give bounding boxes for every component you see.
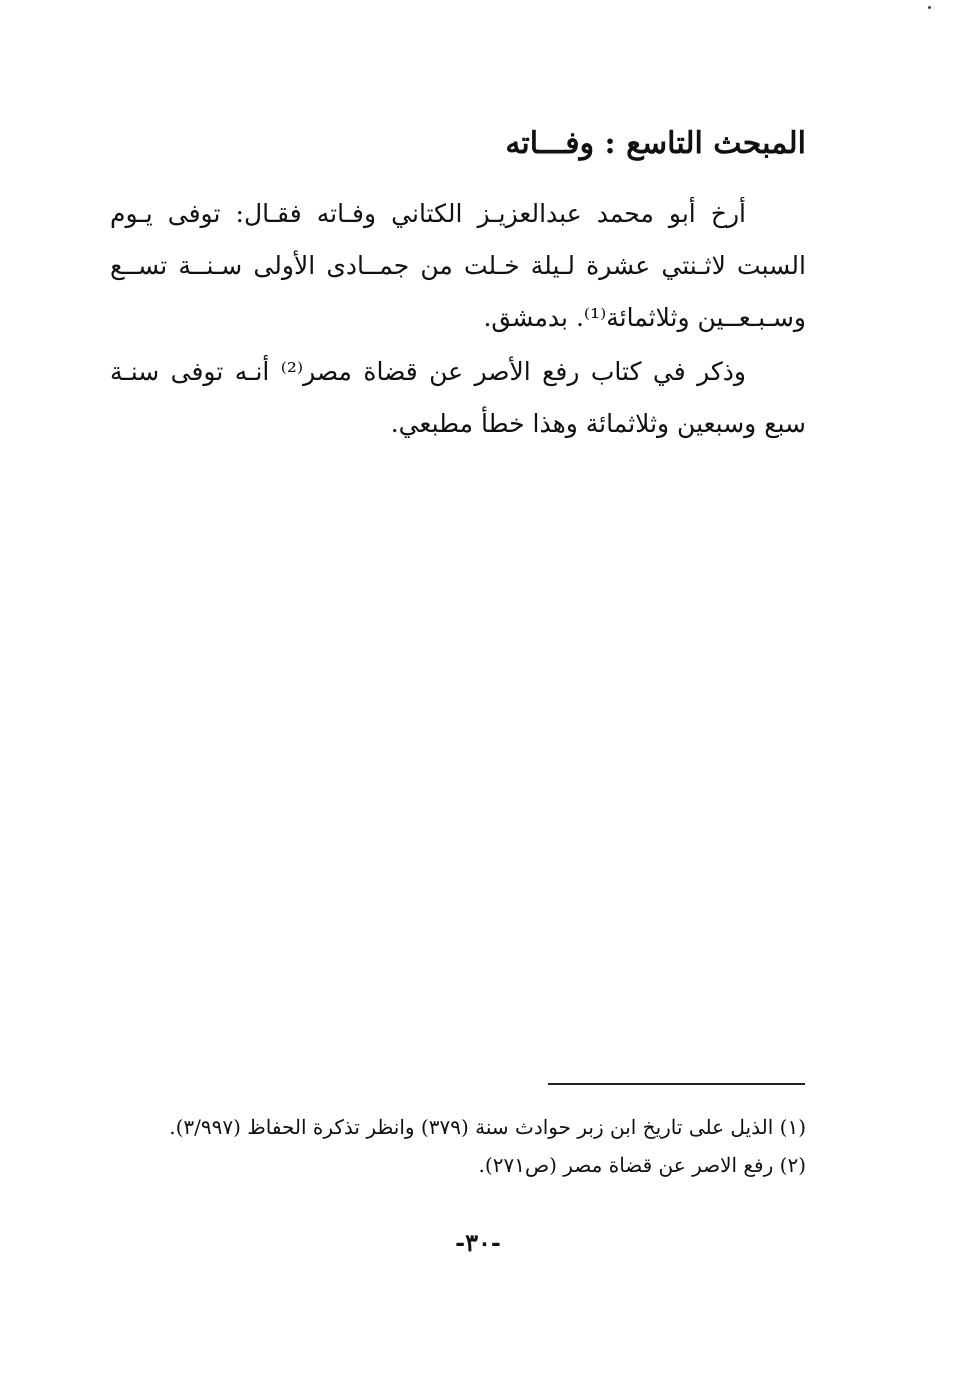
scan-speck bbox=[928, 6, 931, 9]
section-heading: المبحث التاسع : وفـــاته bbox=[505, 126, 806, 161]
page-number: -٣٠- bbox=[455, 1228, 501, 1257]
paragraph-death-date: أرخ أبو محمد عبدالعزيـز الكتاني وفـاته فقـال: توفى يـوم السبت لاثـنتي عشرة لـيلة خـلت من جمــادى الأولى سـنــة تســع وسـبـعــين وثلاثمائة⁽¹⁾. بدمشق. bbox=[110, 199, 806, 332]
paragraph-correction: وذكر في كتاب رفع الأصر عن قضاة مصر⁽²⁾ أنـه توفى سنـة سبع وسبعين وثلاثمائة وهذا خطأ مطبعي. bbox=[110, 357, 806, 438]
footnote-divider bbox=[548, 1083, 805, 1085]
footnote-1: (١) الذيل على تاريخ ابن زبر حوادث سنة (٣٧٩) وانظر تذكرة الحفاظ (٣/٩٩٧). bbox=[169, 1115, 806, 1139]
footnotes bbox=[110, 1108, 806, 1184]
footnote-2: (٢) رفع الاصر عن قضاة مصر (ص٢٧١). bbox=[478, 1153, 806, 1177]
